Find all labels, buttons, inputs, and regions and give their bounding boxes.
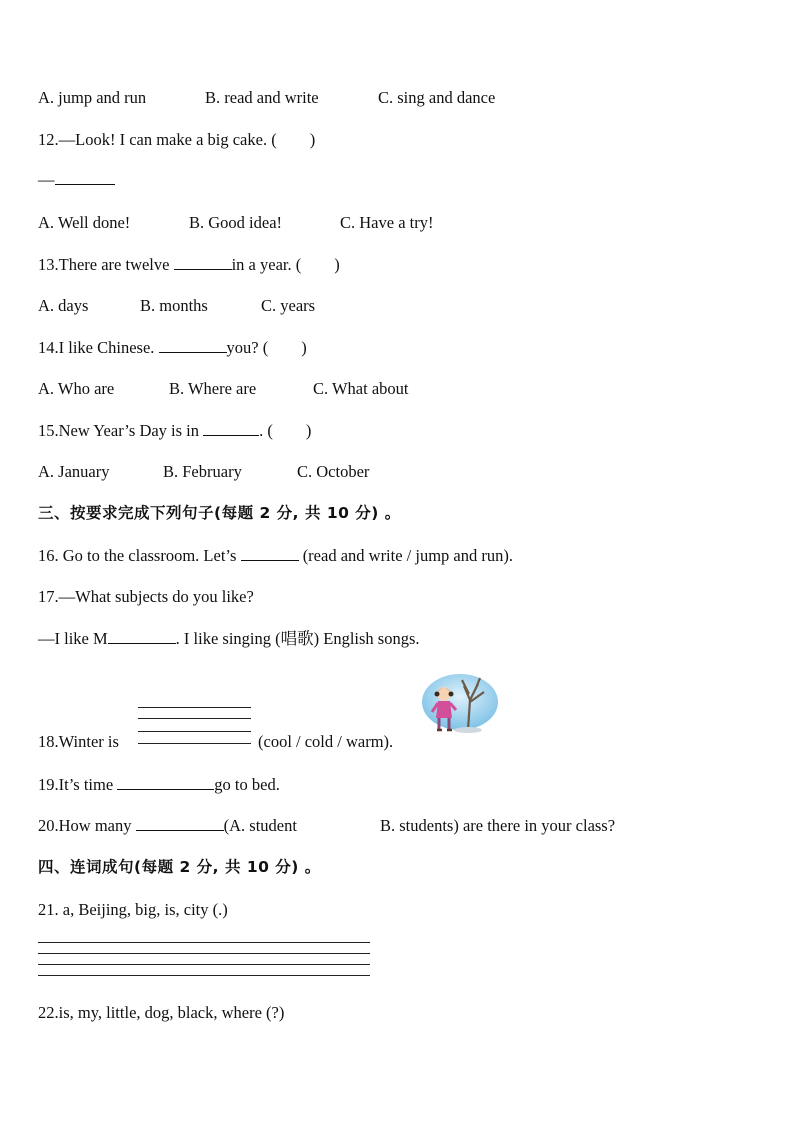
q12-blank[interactable] bbox=[55, 170, 115, 185]
q15-option-a: A. January bbox=[38, 462, 110, 481]
q14-option-c: C. What about bbox=[313, 379, 409, 398]
q17-question: 17.—What subjects do you like? bbox=[38, 587, 254, 606]
q21-writing-line[interactable] bbox=[38, 953, 370, 954]
q14-post: you? ( ) bbox=[226, 338, 307, 357]
q20-option-a: (A. student bbox=[223, 816, 297, 835]
section-4-heading: 四、连词成句(每题 2 分, 共 10 分) 。 bbox=[38, 858, 321, 876]
q16-pre: 16. Go to the classroom. Let’s bbox=[38, 546, 241, 565]
q19-blank[interactable] bbox=[117, 775, 214, 790]
q15-option-b: B. February bbox=[163, 462, 242, 481]
q16-stem bbox=[38, 546, 513, 566]
q12-option-a: A. Well done! bbox=[38, 213, 131, 232]
q13-stem bbox=[38, 255, 340, 275]
q14-option-a: A. Who are bbox=[38, 379, 115, 398]
q13-post: in a year. ( ) bbox=[231, 255, 340, 274]
q15-pre: 15.New Year’s Day is in bbox=[38, 421, 204, 440]
winter-girl-illustration bbox=[418, 672, 500, 738]
q16-blank[interactable] bbox=[241, 546, 299, 561]
q19-stem bbox=[38, 775, 280, 795]
q21-writing-line[interactable] bbox=[38, 964, 370, 965]
q14-stem bbox=[38, 338, 307, 358]
q13-pre: 13.There are twelve bbox=[38, 255, 174, 274]
q20-blank[interactable] bbox=[136, 816, 224, 831]
q11-option-c: C. sing and dance bbox=[378, 88, 496, 107]
q12-option-c: C. Have a try! bbox=[340, 213, 434, 232]
q21-words: 21. a, Beijing, big, is, city (.) bbox=[38, 900, 228, 919]
q18-post: (cool / cold / warm). bbox=[258, 732, 394, 751]
section-3-heading: 三、按要求完成下列句子(每题 2 分, 共 10 分) 。 bbox=[38, 504, 401, 522]
q13-option-c: C. years bbox=[261, 296, 316, 315]
q22-words: 22.is, my, little, dog, black, where (?) bbox=[38, 1003, 285, 1022]
q13-option-b: B. months bbox=[140, 296, 208, 315]
q19-pre: 19.It’s time bbox=[38, 775, 118, 794]
q12-reply-dash: — bbox=[38, 170, 55, 189]
q14-option-b: B. Where are bbox=[169, 379, 257, 398]
q21-writing-line[interactable] bbox=[38, 942, 370, 943]
q15-option-c: C. October bbox=[297, 462, 370, 481]
q15-blank[interactable] bbox=[203, 421, 259, 436]
q20-pre: 20.How many bbox=[38, 816, 136, 835]
q19-post: go to bed. bbox=[214, 775, 280, 794]
q12-option-b: B. Good idea! bbox=[189, 213, 283, 232]
q20-option-b: B. students) are there in your class? bbox=[380, 816, 616, 835]
q14-pre: 14.I like Chinese. bbox=[38, 338, 159, 357]
q13-blank[interactable] bbox=[174, 255, 232, 270]
q16-post: (read and write / jump and run). bbox=[298, 546, 513, 565]
q13-option-a: A. days bbox=[38, 296, 89, 315]
q12-reply-line bbox=[38, 170, 115, 190]
q18-pre: 18.Winter is bbox=[38, 732, 119, 751]
q21-writing-line[interactable] bbox=[38, 975, 370, 976]
q11-option-b: B. read and write bbox=[205, 88, 319, 107]
q20-stem bbox=[38, 816, 297, 836]
q17-blank[interactable] bbox=[108, 629, 176, 644]
q14-blank[interactable] bbox=[159, 338, 227, 353]
q18-writing-line[interactable] bbox=[138, 707, 251, 708]
q18-writing-line[interactable] bbox=[138, 731, 251, 732]
q11-option-a: A. jump and run bbox=[38, 88, 147, 107]
q18-writing-line[interactable] bbox=[138, 718, 251, 719]
q17-post: . I like singing (唱歌) English songs. bbox=[175, 629, 420, 648]
q12-stem: 12.—Look! I can make a big cake. ( ) bbox=[38, 130, 316, 149]
q18-writing-line[interactable] bbox=[138, 743, 251, 744]
q17-answer bbox=[38, 629, 420, 649]
q15-stem bbox=[38, 421, 311, 441]
q17-pre: —I like M bbox=[38, 629, 108, 648]
q15-post: . ( ) bbox=[259, 421, 312, 440]
